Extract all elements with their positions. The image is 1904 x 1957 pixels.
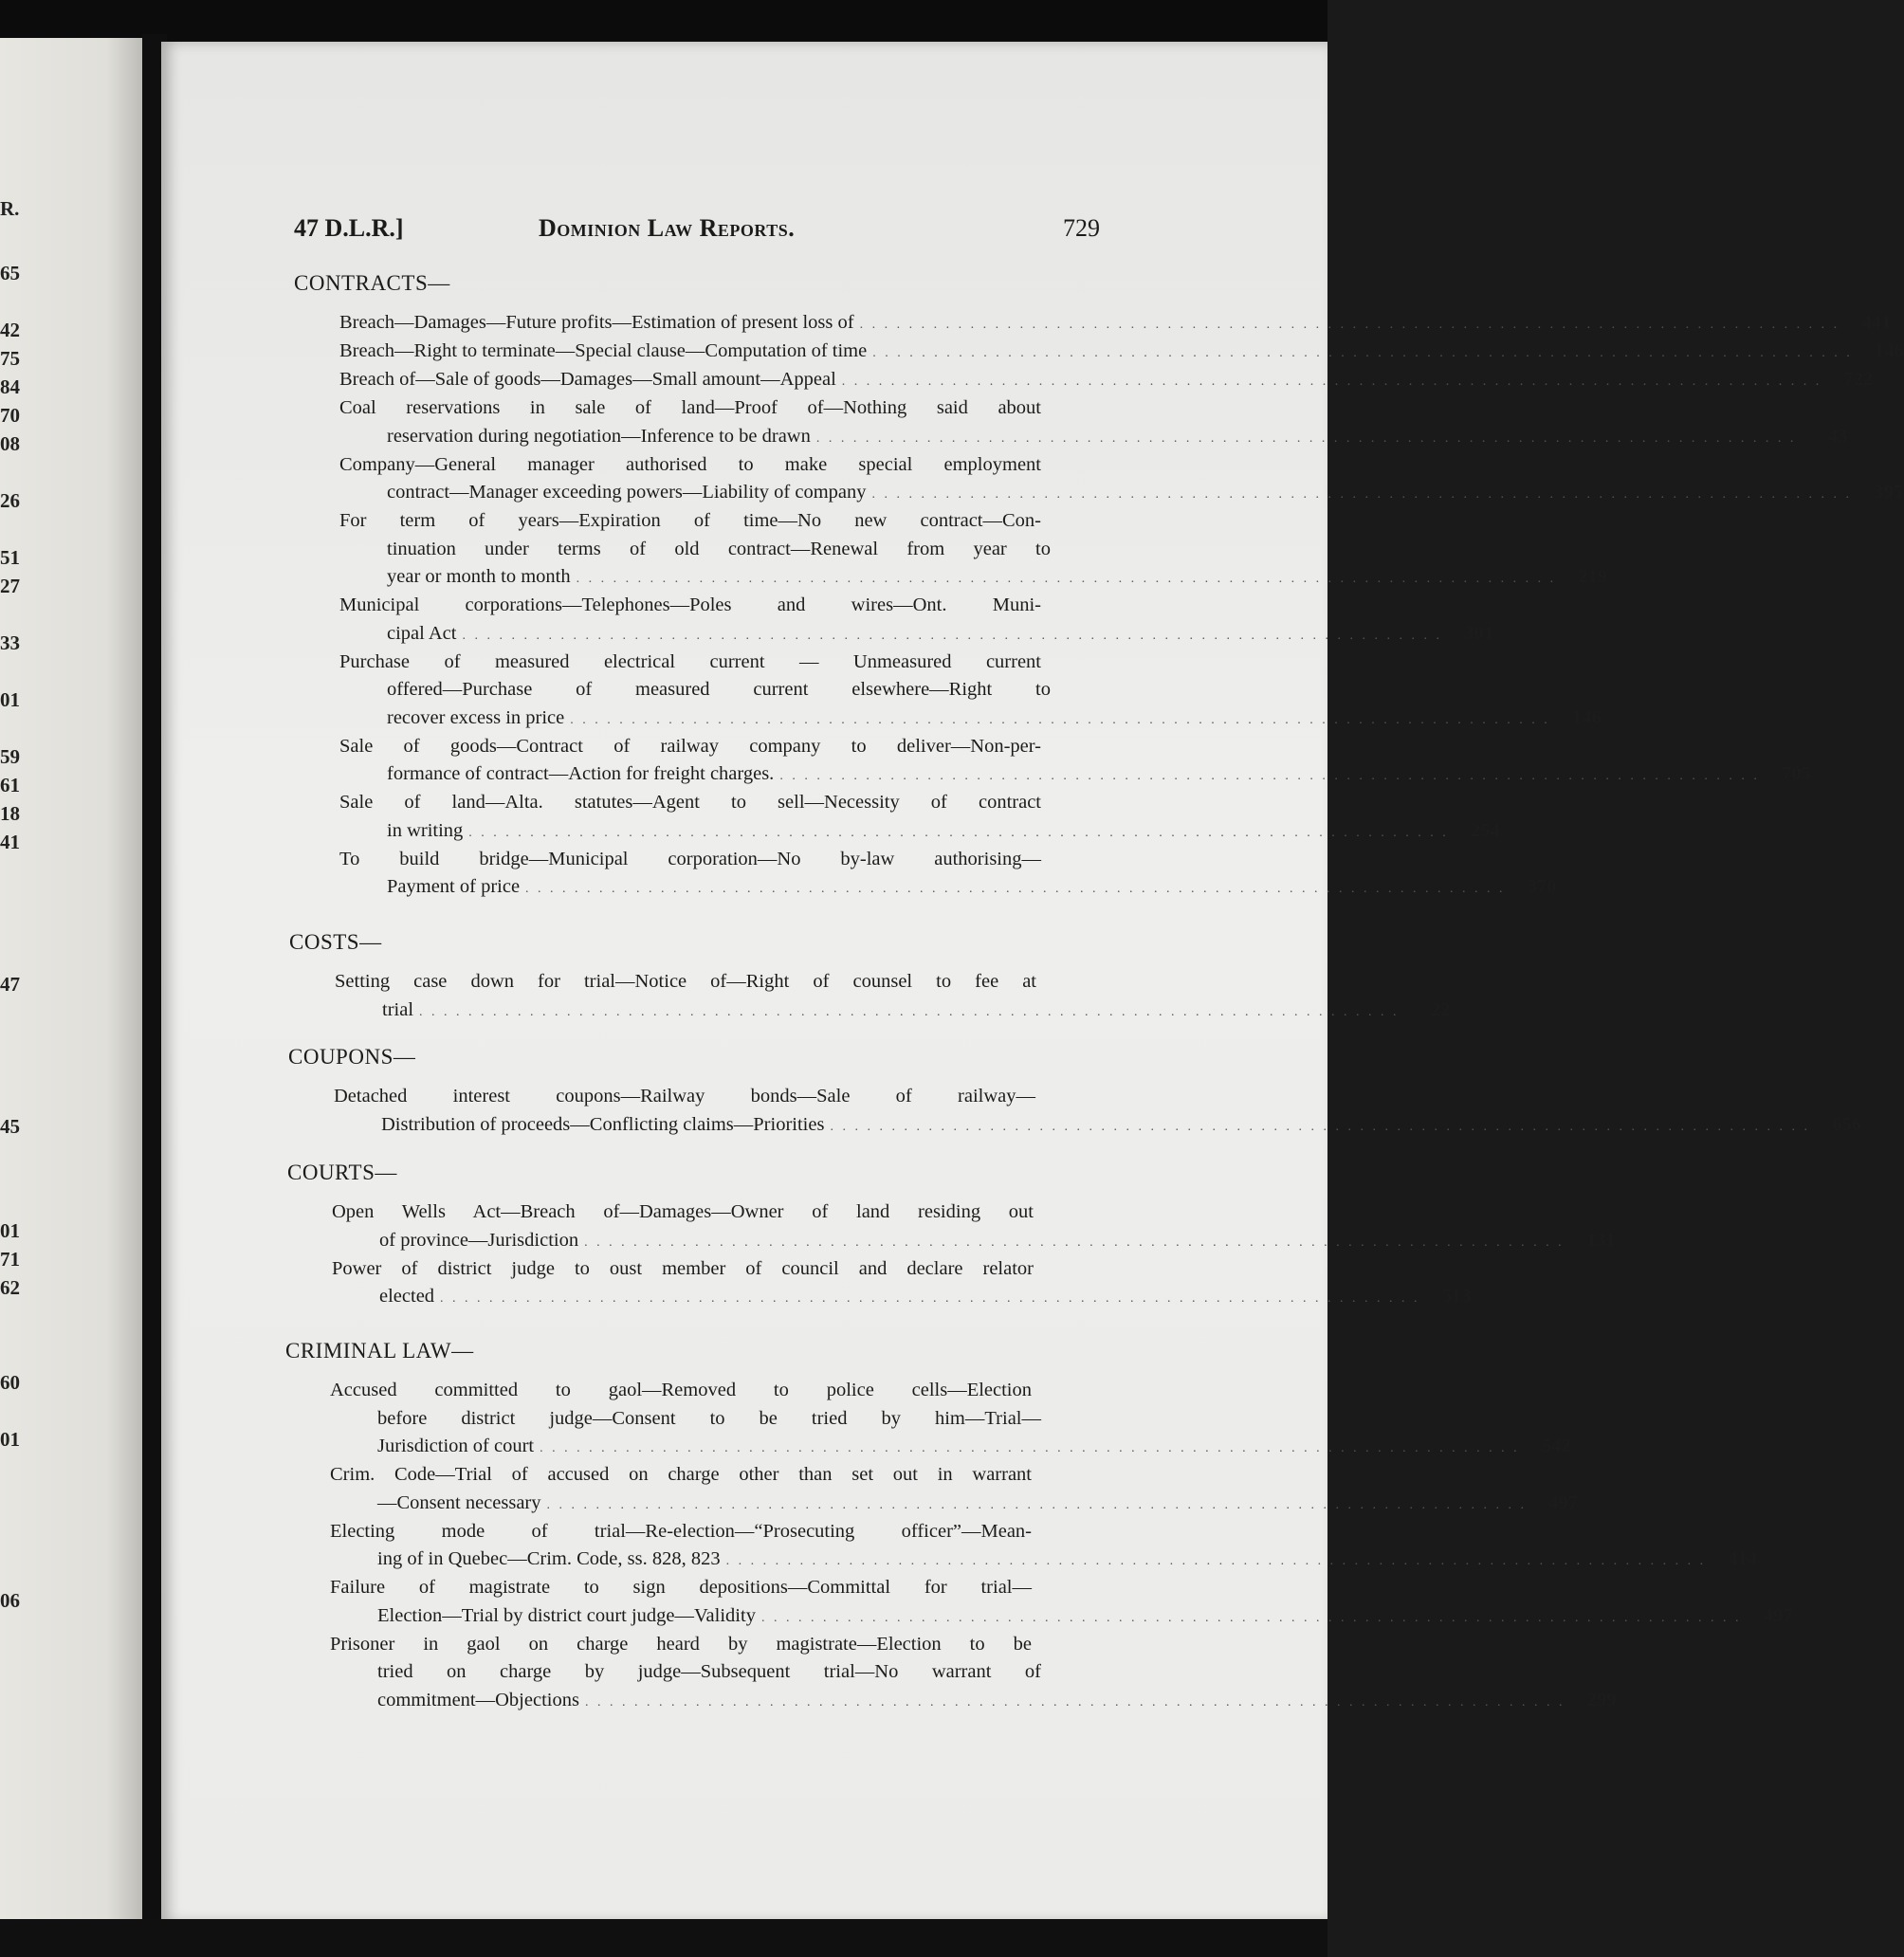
entry-text: commitment—Objections — [377, 1689, 579, 1710]
facing-page-fragment: 41 — [0, 831, 20, 853]
entry-text: tinuation under terms of old contract—Renewal from year to — [387, 538, 1051, 559]
index-entry — [330, 1461, 1578, 1519]
leader-dots: . . . . . . . . . . . . . . . . . . . . . . . . . . . . . . . . . . . . . . . . . . . . . . . . . . . . . . . . . . . . . . . . . . . . . . . . . . . . . . . . — [468, 825, 1449, 840]
entry-page-reference: 705 — [1782, 763, 1811, 784]
entry-text: Detached interest coupons—Railway bonds—Sale of railway— — [334, 1086, 1035, 1107]
facing-page-fragment: 06 — [0, 1589, 20, 1612]
index-entry — [335, 968, 1451, 1026]
entry-page-reference: 497 — [1763, 1604, 1793, 1626]
entry-text: Coal reservations in sale of land—Proof of—Nothing said about — [339, 397, 1041, 418]
entry-page-reference: 43 — [1827, 425, 1848, 447]
index-entry — [332, 1255, 1472, 1313]
entry-text: Breach—Right to terminate—Special clause—Computation of time — [339, 340, 868, 361]
facing-page-fragment: 75 — [0, 347, 20, 370]
entry-text: For term of years—Expiration of time—No new contract—Con- — [339, 510, 1041, 531]
facing-page-fragment: 84 — [0, 375, 20, 398]
entry-page-reference: 414 — [1728, 1548, 1758, 1569]
entry-text: ing of in Quebec—Crim. Code, ss. 828, 823 — [377, 1548, 721, 1569]
index-entry — [339, 366, 1874, 396]
scan-top-edge — [0, 0, 1327, 46]
entry-text: Payment of price — [387, 876, 521, 897]
leader-dots: . . . . . . . . . . . . . . . . . . . . . . . . . . . . . . . . . . . . . . . . . . . . . . . . . . . . . . . . . . . . . . . . . . . . . . . . . . . . . . . . — [419, 1004, 1400, 1019]
entry-text: in writing — [387, 819, 464, 841]
leader-dots: . . . . . . . . . . . . . . . . . . . . . . . . . . . . . . . . . . . . . . . . . . . . . . . . . . . . . . . . . . . . . . . . . . . . . . . . . . . . . . . . — [841, 375, 1822, 389]
entry-text: Accused committed to gaol—Removed to police cells—Election — [330, 1380, 1032, 1400]
facing-page-edge — [0, 38, 142, 1925]
entry-text: Breach of—Sale of goods—Damages—Small amount—Appeal — [339, 369, 836, 390]
facing-page-fragment: 01 — [0, 1219, 20, 1242]
entry-page-reference: 722 — [1843, 369, 1874, 390]
entry-page-reference: 146 — [1874, 340, 1904, 361]
entry-text: Election—Trial by district court judge—Validity — [377, 1604, 756, 1626]
index-heading: COSTS— — [289, 930, 382, 954]
entry-page-reference: 131 — [1585, 1229, 1616, 1251]
entry-text: offered—Purchase of measured current elsewhere—Right to — [387, 679, 1051, 700]
entry-page-reference: 301 — [1464, 622, 1493, 644]
index-entry — [339, 394, 1848, 452]
facing-page-fragment: R. — [0, 197, 20, 220]
entry-page-reference: 219 — [1578, 566, 1608, 587]
entry-text: —Consent necessary — [377, 1491, 541, 1513]
leader-dots: . . . . . . . . . . . . . . . . . . . . . . . . . . . . . . . . . . . . . . . . . . . . . . . . . . . . . . . . . . . . . . . . . . . . . . . . . . . . . . . . — [540, 1441, 1520, 1455]
leader-dots: . . . . . . . . . . . . . . . . . . . . . . . . . . . . . . . . . . . . . . . . . . . . . . . . . . . . . . . . . . . . . . . . . . . . . . . . . . . . . . . . — [584, 1235, 1565, 1250]
entry-text: Prisoner in gaol on charge heard by magistrate—Election to be — [330, 1633, 1032, 1655]
index-entry — [339, 733, 1811, 791]
leader-dots: . . . . . . . . . . . . . . . . . . . . . . . . . . . . . . . . . . . . . . . . . . . . . . . . . . . . . . . . . . . . . . . . . . . . . . . . . . . . . . . . — [725, 1554, 1707, 1568]
entry-text: formance of contract—Action for freight charges. — [387, 763, 775, 784]
entry-page-reference: 513 — [1441, 1286, 1472, 1307]
entry-text: Power of district judge to oust member of council and declare relator — [332, 1257, 1034, 1279]
leader-dots: . . . . . . . . . . . . . . . . . . . . . . . . . . . . . . . . . . . . . . . . . . . . . . . . . . . . . . . . . . . . . . . . . . . . . . . . . . . . . . . . — [576, 572, 1557, 586]
scan-bottom-edge — [0, 1919, 1327, 1957]
leader-dots: . . . . . . . . . . . . . . . . . . . . . . . . . . . . . . . . . . . . . . . . . . . . . . . . . . . . . . . . . . . . . . . . . . . . . . . . . . . . . . . . — [570, 712, 1550, 727]
entry-text: elected — [379, 1286, 435, 1307]
entry-text: Purchase of measured electrical current — Unmeasured current — [339, 650, 1041, 672]
facing-page-fragment: 51 — [0, 546, 20, 569]
facing-page-fragment: 61 — [0, 774, 20, 796]
entry-text: Company—General manager authorised to make special employment — [339, 453, 1041, 475]
index-entry — [330, 1518, 1758, 1576]
entry-page-reference: 656 — [1832, 1113, 1861, 1135]
entry-page-reference: 146 — [1572, 706, 1602, 728]
entry-page-reference: 395 — [1874, 482, 1903, 503]
entry-text: Setting case down for trial—Notice of—Right of counsel to fee at — [335, 971, 1036, 992]
leader-dots: . . . . . . . . . . . . . . . . . . . . . . . . . . . . . . . . . . . . . . . . . . . . . . . . . . . . . . . . . . . . . . . . . . . . . . . . . . . . . . . . — [760, 1610, 1742, 1625]
index-entry — [332, 1198, 1616, 1256]
volume-reference: 47 D.L.R.] — [294, 214, 404, 242]
entry-text: Distribution of proceeds—Conflicting claims—Priorities — [381, 1113, 825, 1135]
facing-page-fragment: 01 — [0, 688, 20, 711]
entry-text: To build bridge—Municipal corporation—No by-law authorising— — [339, 848, 1041, 869]
entry-text: tried on charge by judge—Subsequent trial—No warrant of — [377, 1661, 1041, 1682]
index-entry — [339, 309, 1892, 339]
facing-page-fragment: 08 — [0, 432, 20, 455]
index-entry — [339, 451, 1903, 509]
index-entry — [339, 649, 1602, 735]
page-number: 729 — [1063, 214, 1100, 242]
facing-page-fragment: 47 — [0, 973, 20, 996]
entry-page-reference: 542 — [1541, 1436, 1571, 1456]
leader-dots: . . . . . . . . . . . . . . . . . . . . . . . . . . . . . . . . . . . . . . . . . . . . . . . . . . . . . . . . . . . . . . . . . . . . . . . . . . . . . . . . — [584, 1694, 1565, 1710]
entry-text: reservation during negotiation—Inference to be drawn — [387, 425, 811, 447]
entry-text: Municipal corporations—Telephones—Poles and wires—Ont. Muni- — [339, 594, 1041, 615]
facing-page-fragment: 45 — [0, 1115, 20, 1138]
facing-page-fragment: 59 — [0, 745, 20, 768]
leader-dots: . . . . . . . . . . . . . . . . . . . . . . . . . . . . . . . . . . . . . . . . . . . . . . . . . . . . . . . . . . . . . . . . . . . . . . . . . . . . . . . . — [546, 1497, 1527, 1512]
facing-page-fragment: 18 — [0, 802, 20, 825]
facing-page-fragment: 65 — [0, 262, 20, 284]
facing-page-fragment: 70 — [0, 404, 20, 427]
index-heading: CRIMINAL LAW— — [285, 1339, 474, 1363]
entry-page-reference: 299 — [1586, 1689, 1617, 1710]
index-entry — [339, 507, 1608, 594]
leader-dots: . . . . . . . . . . . . . . . . . . . . . . . . . . . . . . . . . . . . . . . . . . . . . . . . . . . . . . . . . . . . . . . . . . . . . . . . . . . . . . . . — [859, 318, 1840, 332]
index-entry — [334, 1083, 1861, 1141]
entry-text: contract—Manager exceeding powers—Liability of company — [387, 482, 867, 503]
index-entry — [339, 789, 1500, 847]
index-heading: COUPONS— — [288, 1045, 416, 1069]
facing-page-fragment: 62 — [0, 1276, 20, 1299]
index-entry — [339, 846, 1557, 904]
entry-text: Breach—Damages—Future profits—Estimation of present loss of — [339, 312, 854, 333]
entry-text: Electing mode of trial—Re-election—“Prosecuting officer”—Mean- — [330, 1520, 1032, 1542]
index-entry — [330, 1377, 1571, 1463]
entry-text: year or month to month — [387, 566, 571, 587]
publication-title: Dominion Law Reports. — [539, 214, 796, 242]
leader-dots: . . . . . . . . . . . . . . . . . . . . . . . . . . . . . . . . . . . . . . . . . . . . . . . . . . . . . . . . . . . . . . . . . . . . . . . . . . . . . . . . — [779, 769, 1760, 783]
entry-page-reference: 497 — [1548, 1491, 1578, 1513]
facing-page-fragment: 42 — [0, 319, 20, 341]
leader-dots: . . . . . . . . . . . . . . . . . . . . . . . . . . . . . . . . . . . . . . . . . . . . . . . . . . . . . . . . . . . . . . . . . . . . . . . . . . . . . . . . — [440, 1291, 1420, 1306]
entry-text: cipal Act — [387, 622, 457, 644]
entry-text: of province—Jurisdiction — [379, 1229, 579, 1251]
facing-page-fragment: 33 — [0, 631, 20, 654]
index-heading: CONTRACTS— — [294, 271, 450, 295]
index-entry — [339, 338, 1904, 368]
facing-page-fragment: 27 — [0, 575, 20, 597]
leader-dots: . . . . . . . . . . . . . . . . . . . . . . . . . . . . . . . . . . . . . . . . . . . . . . . . . . . . . . . . . . . . . . . . . . . . . . . . . . . . . . . . — [525, 882, 1506, 896]
leader-dots: . . . . . . . . . . . . . . . . . . . . . . . . . . . . . . . . . . . . . . . . . . . . . . . . . . . . . . . . . . . . . . . . . . . . . . . . . . . . . . . . — [872, 346, 1853, 360]
facing-page-fragment: 26 — [0, 489, 20, 512]
entry-text: Open Wells Act—Breach of—Damages—Owner of land residing out — [332, 1201, 1034, 1222]
entry-text: Failure of magistrate to sign depositions—Committal for trial— — [330, 1577, 1032, 1598]
entry-text: Sale of goods—Contract of railway company to deliver—Non-per- — [339, 735, 1041, 757]
index-entry — [339, 592, 1493, 649]
leader-dots: . . . . . . . . . . . . . . . . . . . . . . . . . . . . . . . . . . . . . . . . . . . . . . . . . . . . . . . . . . . . . . . . . . . . . . . . . . . . . . . . — [462, 628, 1442, 643]
index-heading: COURTS— — [287, 1161, 397, 1184]
entry-page-reference: 254 — [1471, 819, 1500, 841]
leader-dots: . . . . . . . . . . . . . . . . . . . . . . . . . . . . . . . . . . . . . . . . . . . . . . . . . . . . . . . . . . . . . . . . . . . . . . . . . . . . . . . . — [815, 430, 1797, 446]
entry-page-reference: 370 — [1527, 876, 1557, 897]
index-entry — [330, 1631, 1617, 1717]
entry-text: recover excess in price — [387, 706, 565, 728]
leader-dots: . . . . . . . . . . . . . . . . . . . . . . . . . . . . . . . . . . . . . . . . . . . . . . . . . . . . . . . . . . . . . . . . . . . . . . . . . . . . . . . . — [871, 487, 1852, 502]
facing-page-fragment: 60 — [0, 1371, 20, 1394]
entry-text: trial — [382, 998, 414, 1020]
entry-text: Sale of land—Alta. statutes—Agent to sell—Necessity of contract — [339, 792, 1041, 813]
entry-text: before district judge—Consent to be tried by him—Trial— — [377, 1407, 1041, 1429]
facing-page-fragment: 71 — [0, 1248, 20, 1271]
entry-text: Jurisdiction of court — [377, 1436, 535, 1456]
entry-page-reference: 22 — [1431, 998, 1451, 1020]
facing-page-fragment: 01 — [0, 1428, 20, 1451]
leader-dots: . . . . . . . . . . . . . . . . . . . . . . . . . . . . . . . . . . . . . . . . . . . . . . . . . . . . . . . . . . . . . . . . . . . . . . . . . . . . . . . . — [830, 1119, 1810, 1134]
index-entry — [330, 1574, 1793, 1632]
running-header — [294, 214, 1100, 247]
entry-text: Crim. Code—Trial of accused on charge other than set out in warrant — [330, 1464, 1032, 1485]
entry-page-reference: 441 — [1861, 312, 1892, 333]
